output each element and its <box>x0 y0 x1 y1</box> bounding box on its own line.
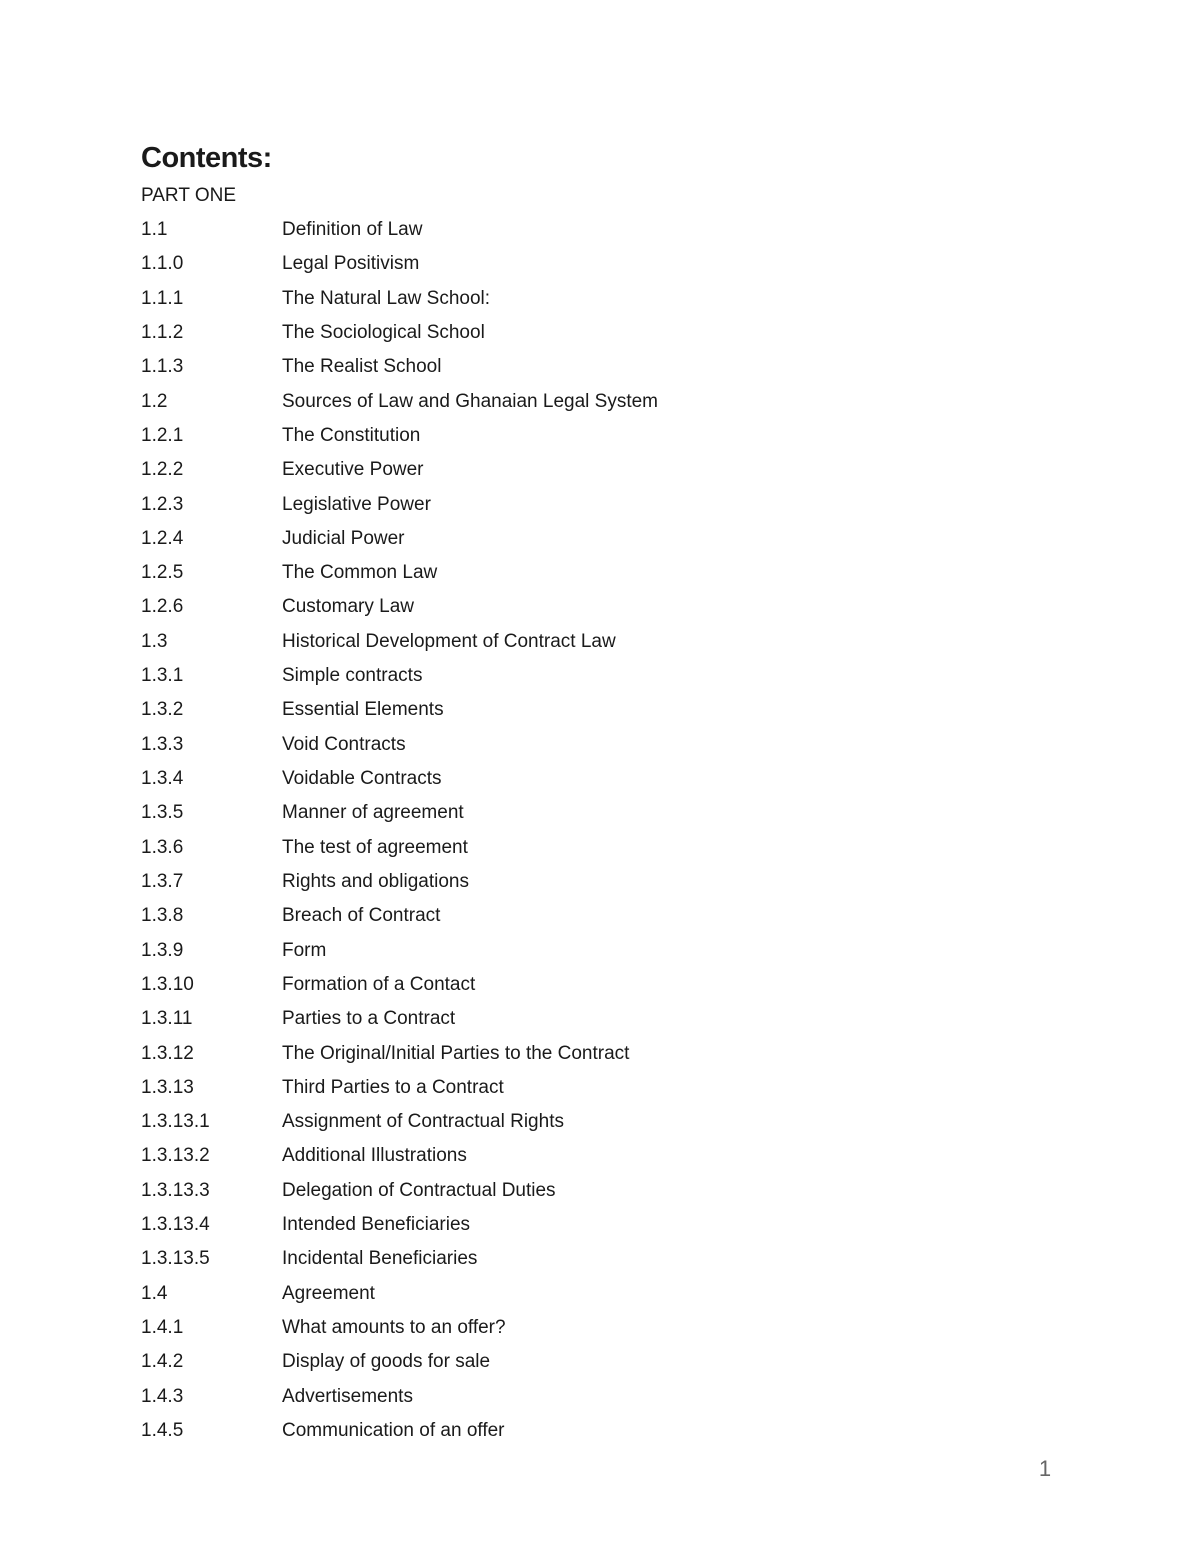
toc-entry <box>141 353 941 387</box>
toc-entry-title: Legislative Power <box>282 493 431 515</box>
toc-entry-title: Agreement <box>282 1282 375 1304</box>
toc-entry-number: 1.3.11 <box>141 1008 193 1030</box>
toc-entry-title: The Constitution <box>282 424 421 446</box>
toc-entry-number: 1.3.9 <box>141 939 184 961</box>
toc-entry-number: 1.4.1 <box>141 1317 184 1338</box>
toc-entry-number: 1.3.6 <box>141 836 184 858</box>
toc-entry <box>141 250 941 284</box>
toc-entry-title: Breach of Contract <box>282 905 441 927</box>
toc-entry-title: The Sociological School <box>282 321 485 343</box>
toc-entry <box>141 319 941 353</box>
toc-entry-number: 1.4.3 <box>141 1385 184 1407</box>
toc-entry-title: Incidental Beneficiaries <box>282 1248 478 1270</box>
toc-entry-number: 1.2.6 <box>141 596 184 618</box>
toc-entry <box>141 971 941 1005</box>
toc-entry-number: 1.2.4 <box>141 527 184 549</box>
toc-entry-title: Executive Power <box>282 459 424 481</box>
toc-entry-number: 1.3.13.2 <box>141 1145 210 1167</box>
toc-entry-title: Manner of agreement <box>282 802 464 824</box>
toc-entry <box>141 422 941 456</box>
toc-entry-title: Customary Law <box>282 596 414 618</box>
toc-entry-number: 1.2.1 <box>141 424 184 446</box>
table-of-contents <box>141 216 941 1451</box>
toc-entry-title: Rights and obligations <box>282 870 469 892</box>
toc-entry-number: 1.2.3 <box>141 493 184 515</box>
toc-entry-number: 1.1.1 <box>141 287 184 309</box>
toc-entry <box>141 731 941 765</box>
toc-entry <box>141 628 941 662</box>
toc-entry-title: Legal Positivism <box>282 253 420 275</box>
toc-entry <box>141 1383 941 1417</box>
toc-entry-title: The Common Law <box>282 562 438 584</box>
toc-entry-title: The Natural Law School: <box>282 287 491 309</box>
toc-entry-title: Simple contracts <box>282 665 423 687</box>
toc-entry-title: Third Parties to a Contract <box>282 1076 504 1098</box>
toc-entry-title: Advertisements <box>282 1385 413 1407</box>
toc-entry-number: 1.3.4 <box>141 768 184 789</box>
toc-entry <box>141 662 941 696</box>
toc-entry <box>141 1245 941 1279</box>
toc-entry <box>141 1177 941 1211</box>
toc-entry-title: The Original/Initial Parties to the Contract <box>282 1042 630 1064</box>
toc-entry-number: 1.4.2 <box>141 1351 184 1373</box>
toc-entry-title: Voidable Contracts <box>282 768 442 789</box>
contents-heading: Contents: <box>141 142 272 174</box>
toc-entry-title: Sources of Law and Ghanaian Legal System <box>282 390 659 412</box>
toc-entry-number: 1.4.5 <box>141 1419 184 1441</box>
toc-entry-title: Communication of an offer <box>282 1419 505 1441</box>
toc-entry-title: Judicial Power <box>282 527 405 549</box>
toc-entry <box>141 1348 941 1382</box>
toc-entry-title: Void Contracts <box>282 733 406 755</box>
toc-entry <box>141 216 941 250</box>
toc-entry-number: 1.3.1 <box>141 665 184 687</box>
toc-entry-number: 1.1 <box>141 219 168 240</box>
toc-entry-title: Delegation of Contractual Duties <box>282 1179 556 1201</box>
toc-entry-title: Intended Beneficiaries <box>282 1214 471 1236</box>
toc-entry <box>141 937 941 971</box>
toc-entry-title: What amounts to an offer? <box>282 1317 506 1338</box>
toc-entry <box>141 1417 941 1451</box>
toc-entry-title: Additional Illustrations <box>282 1145 467 1167</box>
toc-entry-number: 1.3.12 <box>141 1042 194 1064</box>
toc-entry-number: 1.3.13.1 <box>141 1111 210 1133</box>
toc-entry-title: Definition of Law <box>282 219 423 240</box>
toc-entry <box>141 525 941 559</box>
toc-entry <box>141 593 941 627</box>
toc-entry-number: 1.3.13.5 <box>141 1248 210 1270</box>
toc-entry-number: 1.3.2 <box>141 699 184 721</box>
toc-entry-number: 1.1.0 <box>141 253 184 275</box>
toc-entry-title: The test of agreement <box>282 836 468 858</box>
toc-entry-number: 1.3.13.3 <box>141 1179 210 1201</box>
toc-entry-title: Display of goods for sale <box>282 1351 491 1373</box>
toc-entry <box>141 285 941 319</box>
toc-entry <box>141 868 941 902</box>
toc-entry-title: Essential Elements <box>282 699 444 721</box>
toc-entry-number: 1.3.10 <box>141 973 194 995</box>
toc-entry <box>141 1005 941 1039</box>
toc-entry <box>141 1211 941 1245</box>
toc-entry-title: Form <box>282 939 327 961</box>
toc-entry <box>141 1314 941 1348</box>
toc-entry <box>141 456 941 490</box>
toc-entry <box>141 388 941 422</box>
toc-entry <box>141 834 941 868</box>
toc-entry-number: 1.4 <box>141 1282 168 1304</box>
toc-entry-number: 1.3.8 <box>141 905 184 927</box>
toc-entry-number: 1.3 <box>141 630 168 652</box>
toc-entry-title: The Realist School <box>282 356 442 378</box>
toc-entry-number: 1.1.3 <box>141 356 184 378</box>
toc-entry-number: 1.3.13.4 <box>141 1214 210 1236</box>
toc-entry-number: 1.3.13 <box>141 1076 194 1098</box>
toc-entry <box>141 1074 941 1108</box>
toc-entry-title: Historical Development of Contract Law <box>282 630 616 652</box>
toc-entry-number: 1.3.7 <box>141 870 184 892</box>
toc-entry-title: Formation of a Contact <box>282 973 476 995</box>
toc-entry <box>141 559 941 593</box>
toc-entry <box>141 1108 941 1142</box>
toc-entry-number: 1.2.5 <box>141 562 184 584</box>
toc-entry <box>141 1040 941 1074</box>
toc-entry-number: 1.3.3 <box>141 733 184 755</box>
page-number: 1 <box>1038 1456 1052 1481</box>
toc-entry-number: 1.1.2 <box>141 321 184 343</box>
toc-entry <box>141 902 941 936</box>
toc-entry <box>141 696 941 730</box>
toc-entry-title: Parties to a Contract <box>282 1008 456 1030</box>
toc-entry <box>141 491 941 525</box>
toc-entry <box>141 765 941 799</box>
toc-entry-number: 1.2.2 <box>141 459 184 481</box>
toc-entry <box>141 1142 941 1176</box>
part-label: PART ONE <box>141 185 237 206</box>
toc-entry-number: 1.2 <box>141 390 168 412</box>
toc-entry <box>141 1280 941 1314</box>
toc-entry <box>141 799 941 833</box>
toc-entry-number: 1.3.5 <box>141 802 184 824</box>
toc-entry-title: Assignment of Contractual Rights <box>282 1111 564 1133</box>
